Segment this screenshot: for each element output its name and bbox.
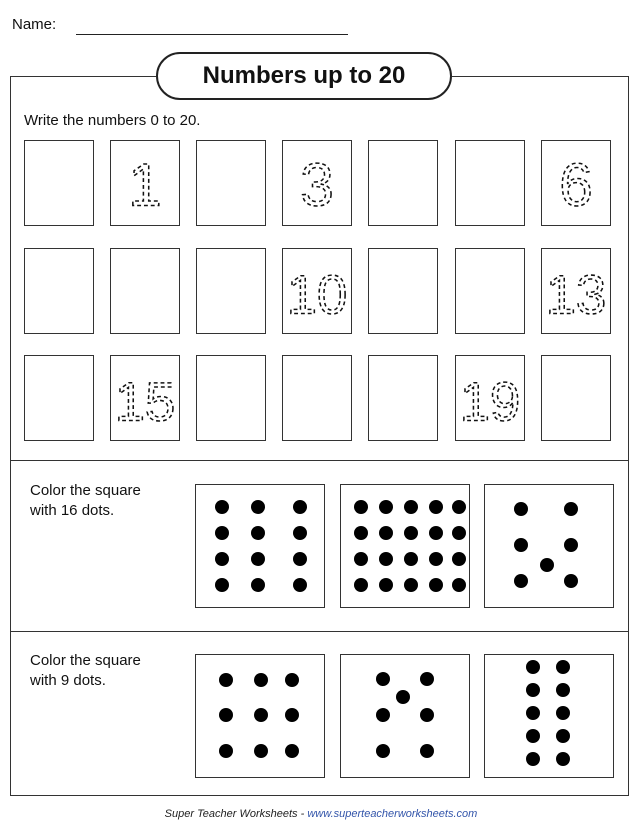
blank-number-box[interactable] (541, 355, 611, 441)
blank-number-box[interactable] (110, 248, 180, 334)
counting-dot (514, 538, 528, 552)
counting-dot (404, 526, 418, 540)
color-16-instruction-line1: Color the square (30, 482, 141, 499)
counting-dot (429, 552, 443, 566)
counting-dot (354, 526, 368, 540)
blank-number-box[interactable] (196, 140, 266, 226)
traced-number-box[interactable] (282, 248, 352, 334)
counting-dot (564, 538, 578, 552)
counting-dot (379, 500, 393, 514)
traced-number: 19 (459, 371, 521, 433)
counting-dot (452, 526, 466, 540)
counting-dot (452, 500, 466, 514)
traced-number: 10 (286, 264, 348, 326)
traced-number: 15 (114, 371, 176, 433)
frame-top-left (10, 76, 156, 77)
worksheet-title: Numbers up to 20 (156, 52, 452, 100)
counting-dot (254, 744, 268, 758)
traced-number-box[interactable] (282, 140, 352, 226)
color-9-instruction (30, 651, 180, 691)
counting-dot (376, 708, 390, 722)
counting-dot (556, 752, 570, 766)
dot-box-16-a[interactable] (195, 484, 325, 608)
traced-number-box[interactable] (110, 140, 180, 226)
traced-number-box[interactable] (110, 355, 180, 441)
counting-dot (420, 744, 434, 758)
counting-dot (285, 708, 299, 722)
traced-number: 1 (128, 150, 162, 219)
counting-dot (404, 500, 418, 514)
counting-dot (376, 672, 390, 686)
name-write-line[interactable] (76, 34, 348, 35)
counting-dot (215, 500, 229, 514)
color-9-instruction-line2: with 9 dots. (30, 672, 106, 689)
footer-brand: Super Teacher Worksheets (164, 808, 298, 820)
counting-dot (452, 578, 466, 592)
blank-number-box[interactable] (196, 248, 266, 334)
counting-dot (526, 683, 540, 697)
counting-dot (556, 683, 570, 697)
counting-dot (526, 706, 540, 720)
section-divider-1 (10, 460, 629, 461)
counting-dot (293, 578, 307, 592)
counting-dot (540, 558, 554, 572)
traced-number: 13 (545, 264, 607, 326)
blank-number-box[interactable] (24, 248, 94, 334)
counting-dot (404, 578, 418, 592)
counting-dot (215, 552, 229, 566)
counting-dot (526, 729, 540, 743)
dot-box-9-c[interactable] (484, 654, 614, 778)
traced-number: 6 (559, 150, 593, 219)
counting-dot (379, 578, 393, 592)
counting-dot (254, 673, 268, 687)
traced-number-box[interactable] (541, 248, 611, 334)
counting-dot (251, 578, 265, 592)
dot-box-9-a[interactable] (195, 654, 325, 778)
footer-url[interactable]: www.superteacherworksheets.com (307, 808, 478, 820)
counting-dot (293, 500, 307, 514)
name-label: Name: (12, 16, 57, 33)
footer-separator: - (297, 808, 308, 820)
blank-number-box[interactable] (455, 248, 525, 334)
counting-dot (379, 526, 393, 540)
counting-dot (219, 673, 233, 687)
counting-dot (564, 502, 578, 516)
blank-number-box[interactable] (368, 355, 438, 441)
counting-dot (420, 708, 434, 722)
frame-top-right (452, 76, 629, 77)
counting-dot (251, 500, 265, 514)
counting-dot (429, 526, 443, 540)
write-numbers-instruction: Write the numbers 0 to 20. (24, 112, 201, 129)
counting-dot (354, 500, 368, 514)
traced-number: 3 (300, 150, 334, 219)
traced-number-box[interactable] (541, 140, 611, 226)
counting-dot (429, 578, 443, 592)
dot-box-16-c[interactable] (484, 484, 614, 608)
counting-dot (219, 708, 233, 722)
counting-dot (379, 552, 393, 566)
counting-dot (285, 744, 299, 758)
counting-dot (514, 574, 528, 588)
counting-dot (251, 552, 265, 566)
counting-dot (526, 660, 540, 674)
color-16-instruction (30, 481, 180, 521)
dot-box-9-b[interactable] (340, 654, 470, 778)
counting-dot (354, 578, 368, 592)
counting-dot (526, 752, 540, 766)
counting-dot (215, 526, 229, 540)
blank-number-box[interactable] (368, 140, 438, 226)
blank-number-box[interactable] (455, 140, 525, 226)
counting-dot (452, 552, 466, 566)
traced-number-box[interactable] (455, 355, 525, 441)
counting-dot (285, 673, 299, 687)
counting-dot (254, 708, 268, 722)
counting-dot (420, 672, 434, 686)
counting-dot (219, 744, 233, 758)
counting-dot (354, 552, 368, 566)
color-9-instruction-line1: Color the square (30, 652, 141, 669)
counting-dot (556, 706, 570, 720)
blank-number-box[interactable] (24, 355, 94, 441)
counting-dot (564, 574, 578, 588)
footer (0, 808, 642, 820)
counting-dot (293, 552, 307, 566)
counting-dot (514, 502, 528, 516)
blank-number-box[interactable] (282, 355, 352, 441)
counting-dot (251, 526, 265, 540)
section-divider-2 (10, 631, 629, 632)
counting-dot (404, 552, 418, 566)
counting-dot (396, 690, 410, 704)
counting-dot (376, 744, 390, 758)
blank-number-box[interactable] (368, 248, 438, 334)
counting-dot (215, 578, 229, 592)
counting-dot (293, 526, 307, 540)
color-16-instruction-line2: with 16 dots. (30, 502, 115, 519)
blank-number-box[interactable] (24, 140, 94, 226)
dot-box-16-b[interactable] (340, 484, 470, 608)
counting-dot (429, 500, 443, 514)
counting-dot (556, 660, 570, 674)
blank-number-box[interactable] (196, 355, 266, 441)
counting-dot (556, 729, 570, 743)
